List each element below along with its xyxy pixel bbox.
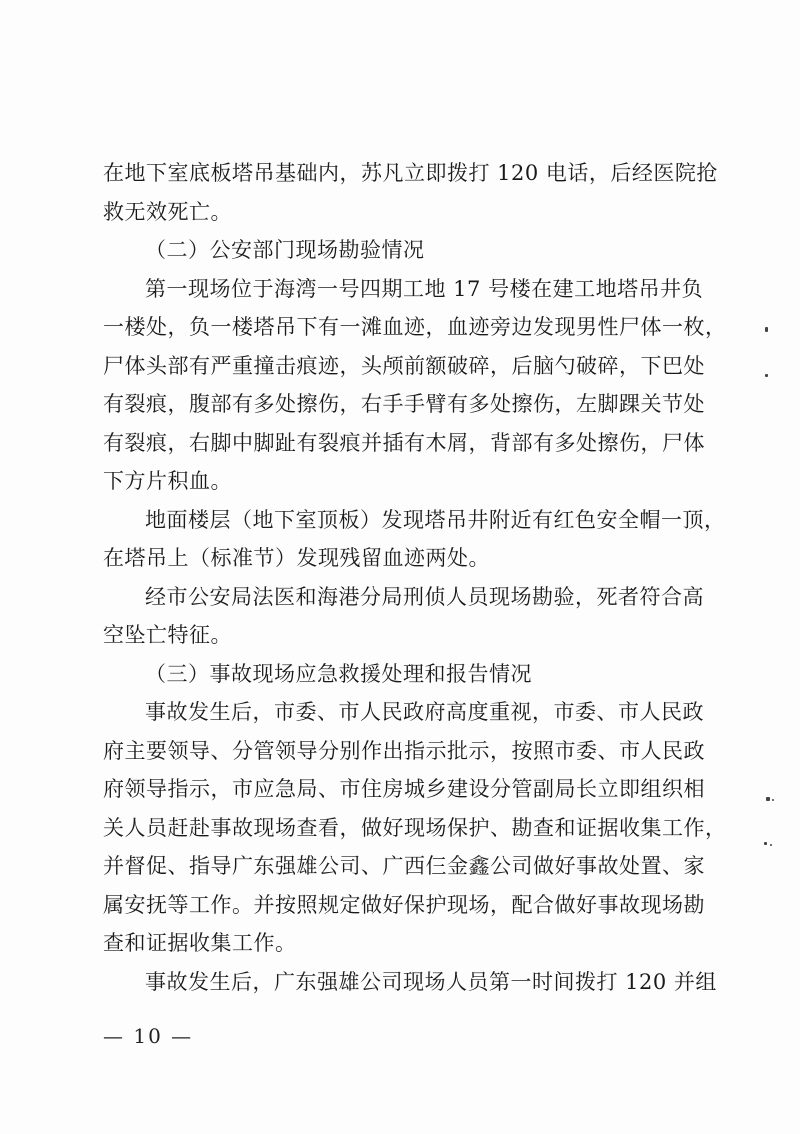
text-line: 尸体头部有严重撞击痕迹，头颅前额破碎，后脑勺破碎，下巴处: [103, 353, 705, 378]
body-text: [103, 154, 727, 1001]
text-line: 救无效死亡。: [103, 199, 232, 224]
paragraph-first-line: 第一现场位于海湾一号四期工地 17 号楼在建工地塔吊井负: [145, 276, 704, 301]
section-heading: （三）事故现场应急救援处理和报告情况: [145, 661, 532, 686]
section-heading: （二）公安部门现场勘验情况: [145, 238, 425, 262]
text-line: 并督促、指导广东强雄公司、广西仨金鑫公司做好事故处置、家: [103, 854, 705, 878]
text-line: 在塔吊上（标准节）发现残留血迹两处。: [103, 546, 490, 570]
text-line: 在地下室底板塔吊基础内，苏凡立即拨打 120 电话，后经医院抢: [103, 161, 718, 185]
text-line: 空坠亡特征。: [103, 623, 232, 647]
text-line: 关人员赶赴事故现场查看，做好现场保护、勘查和证据收集工作，: [103, 815, 727, 840]
scan-speck: [766, 797, 770, 801]
text-line: 府领导指示，市应急局、市住房城乡建设分管副局长立即组织相: [103, 777, 705, 801]
text-line: 属安抚等工作。并按照规定做好保护现场，配合做好事故现场勘: [103, 892, 705, 917]
scan-speck: [765, 327, 768, 332]
text-line: 查和证据收集工作。: [103, 931, 297, 955]
text-line: 有裂痕，右脚中脚趾有裂痕并插有木屑，背部有多处擦伤，尸体: [103, 430, 705, 455]
scan-speck: [770, 844, 772, 846]
scan-speck: [765, 374, 768, 377]
text-line: 有裂痕，腹部有多处擦伤，右手手臂有多处擦伤，左脚踝关节处: [103, 392, 705, 416]
text-line: 下方片积血。: [103, 469, 232, 493]
paragraph-first-line: 事故发生后，市委、市人民政府高度重视，市委、市人民政: [145, 700, 704, 724]
scan-speck: [764, 842, 767, 845]
paragraph-first-line: 地面楼层（地下室顶板）发现塔吊井附近有红色安全帽一顶，: [145, 507, 726, 532]
paragraph-first-line: 经市公安局法医和海港分局刑侦人员现场勘验，死者符合高: [145, 584, 704, 609]
paragraph-first-line: 事故发生后，广东强雄公司现场人员第一时间拨打 120 并组: [145, 969, 717, 994]
text-line: 一楼处，负一楼塔吊下有一滩血迹，血迹旁边发现男性尸体一枚，: [103, 315, 727, 339]
scan-speck: [772, 799, 774, 801]
text-line: 府主要领导、分管领导分别作出指示批示，按照市委、市人民政: [103, 738, 705, 763]
page-number: — 10 —: [103, 1024, 194, 1048]
